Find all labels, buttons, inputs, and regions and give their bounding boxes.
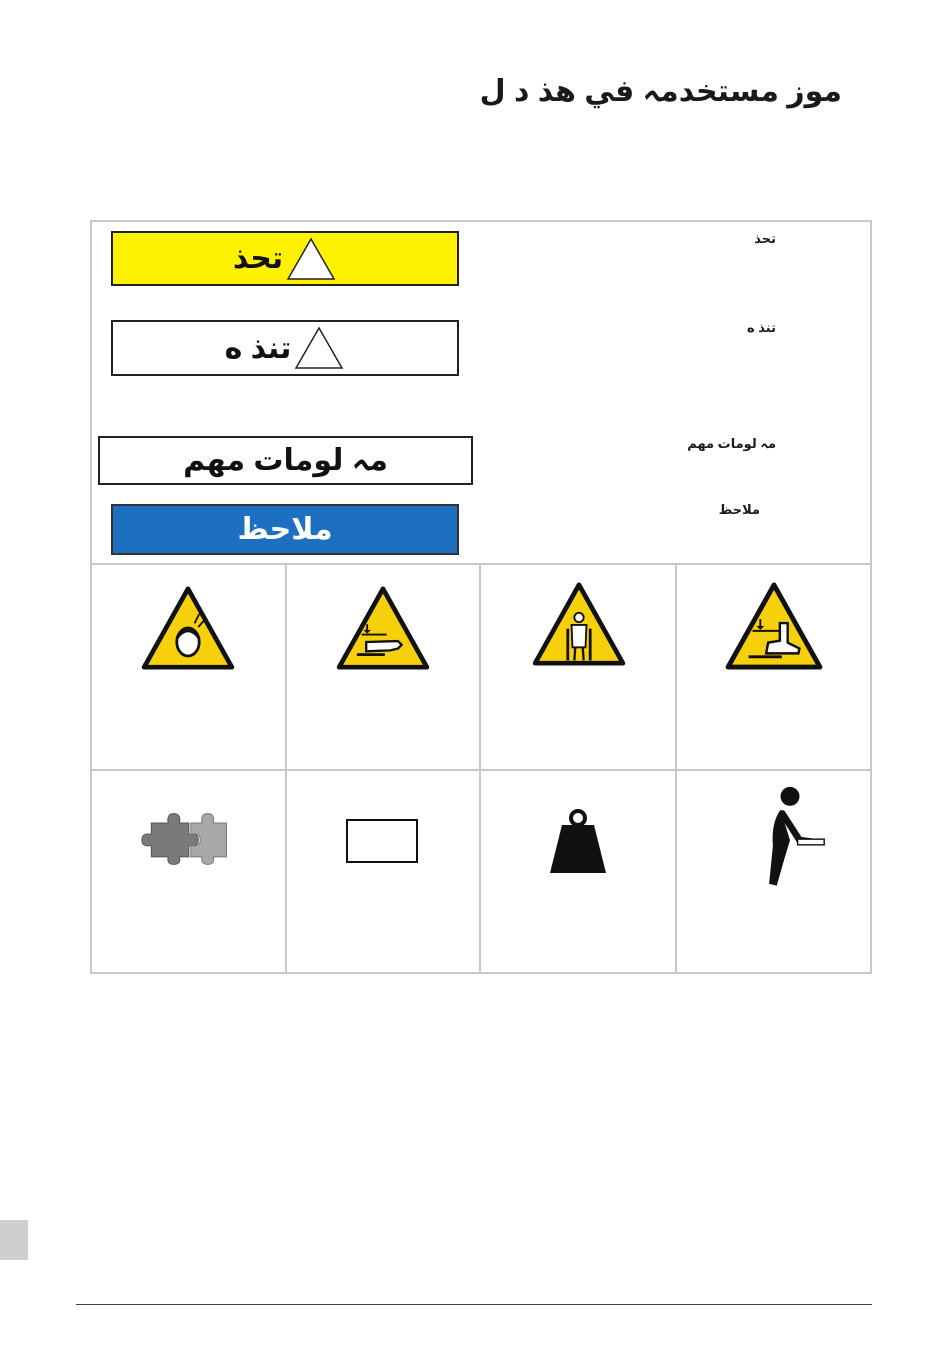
note-signal-label: ملاحظ [237, 513, 333, 546]
page-title: موز مستخدمہ في هذ د ل [479, 75, 842, 108]
carrying-person-icon [752, 784, 828, 900]
warning-signal-panel [111, 231, 459, 286]
important-description: مہ لومات مهم [687, 436, 776, 451]
grid-divider [92, 769, 870, 771]
blank-rectangle-icon [346, 819, 418, 863]
important-signal-label: مہ لومات مهم [183, 444, 388, 477]
grid-divider [479, 563, 481, 974]
note-description: ملاحظ [718, 502, 760, 517]
foot-crush-hazard-icon [724, 582, 824, 670]
puzzle-assembly-icon [140, 806, 234, 872]
caution-signal-panel [111, 320, 459, 376]
grid-divider [675, 563, 677, 974]
grid-divider [285, 563, 287, 974]
footer-rule [76, 1304, 872, 1305]
warning-signal-label: تحذ [232, 242, 284, 275]
body-crush-hazard-icon [530, 582, 628, 666]
caution-triangle-icon [293, 325, 345, 371]
note-signal-panel [111, 504, 459, 555]
warning-description: تحذ [754, 231, 776, 246]
warning-triangle-icon [285, 236, 337, 282]
hand-crush-hazard-icon [334, 586, 432, 670]
caution-description: تنذ ه [747, 320, 776, 335]
caution-signal-label: تنذ ه [224, 331, 292, 365]
symbols-table [90, 220, 872, 974]
heavy-weight-icon [548, 809, 608, 875]
page-edge-tab [0, 1220, 28, 1260]
important-signal-panel [98, 436, 473, 485]
grid-divider [92, 563, 870, 565]
head-impact-hazard-icon [139, 586, 237, 670]
